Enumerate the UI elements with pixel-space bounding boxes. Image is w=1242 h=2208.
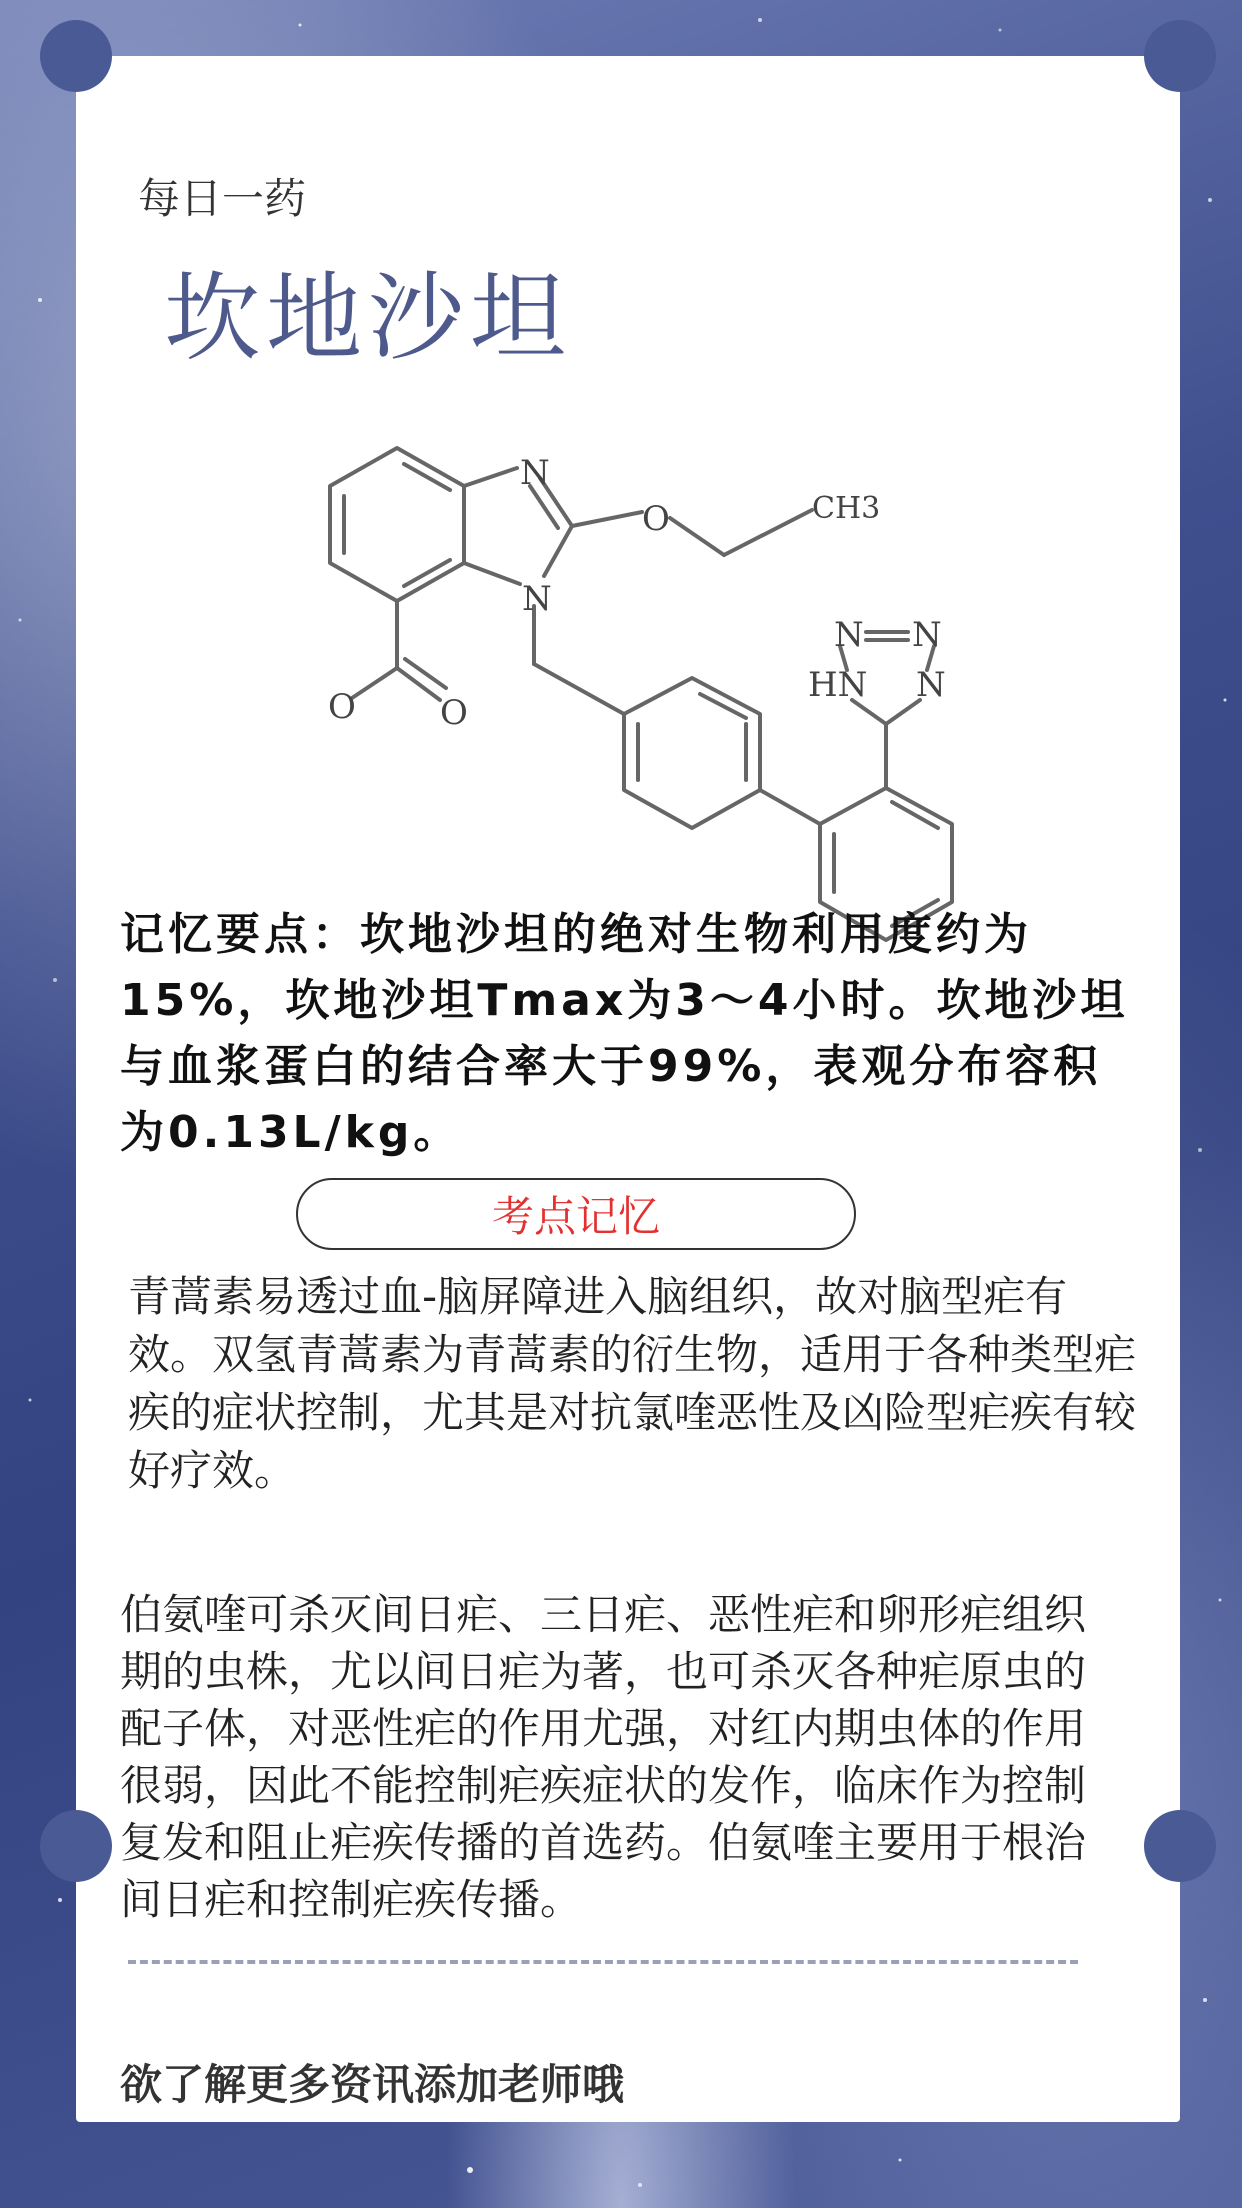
atom-label: HN bbox=[808, 665, 868, 705]
atom-label: O bbox=[440, 693, 468, 733]
atom-label: CH3 bbox=[812, 491, 881, 526]
ticket-notch bbox=[1144, 20, 1216, 92]
atom-label: N bbox=[520, 453, 550, 493]
atom-label: N bbox=[834, 615, 864, 655]
footer-text: 欲了解更多资讯添加老师哦 bbox=[120, 2060, 625, 2109]
ticket-notch bbox=[1144, 1810, 1216, 1882]
page-title: 坎地沙坦 bbox=[164, 262, 572, 374]
ticket-notch bbox=[40, 20, 112, 92]
chemical-structure bbox=[272, 388, 972, 968]
paragraph-primaquine: 伯氨喹可杀灭间日疟、三日疟、恶性疟和卵形疟组织期的虫株，尤以间日疟为著，也可杀灭各种疟原虫的配子体，对恶性疟的作用尤强，对红内期虫体的作用很弱，因此不能控制疟疾症状的发作，临床作为控制复发和阻止疟疾传播的首选药。伯氨喹主要用于根治间日疟和控制疟疾传播。 bbox=[120, 1590, 1087, 1924]
atom-label: O bbox=[328, 687, 356, 727]
paragraph-artemisinin: 青蒿素易透过血-脑屏障进入脑组织，故对脑型疟有效。双氢青蒿素为青蒿素的衍生物，适用于各种类型疟疾的症状控制，尤其是对抗氯喹恶性及凶险型疟疾有较好疗效。 bbox=[128, 1272, 1137, 1495]
atom-label: O bbox=[642, 499, 670, 539]
atom-label: N bbox=[522, 579, 552, 619]
kicker-label: 每日一药 bbox=[138, 174, 307, 223]
atom-label: N bbox=[916, 665, 946, 705]
ticket-notch bbox=[40, 1810, 112, 1882]
content-card bbox=[76, 56, 1180, 2122]
dashed-divider bbox=[128, 1960, 1078, 1964]
atom-label: N bbox=[912, 615, 942, 655]
memo-text: 记忆要点：坎地沙坦的绝对生物利用度约为15%，坎地沙坦Tmax为3～4小时。坎地沙坦与血浆蛋白的结合率大于99%，表观分布容积为0.13L/kg。 bbox=[120, 909, 1129, 1158]
section-label-pill: 考点记忆 bbox=[296, 1178, 856, 1250]
